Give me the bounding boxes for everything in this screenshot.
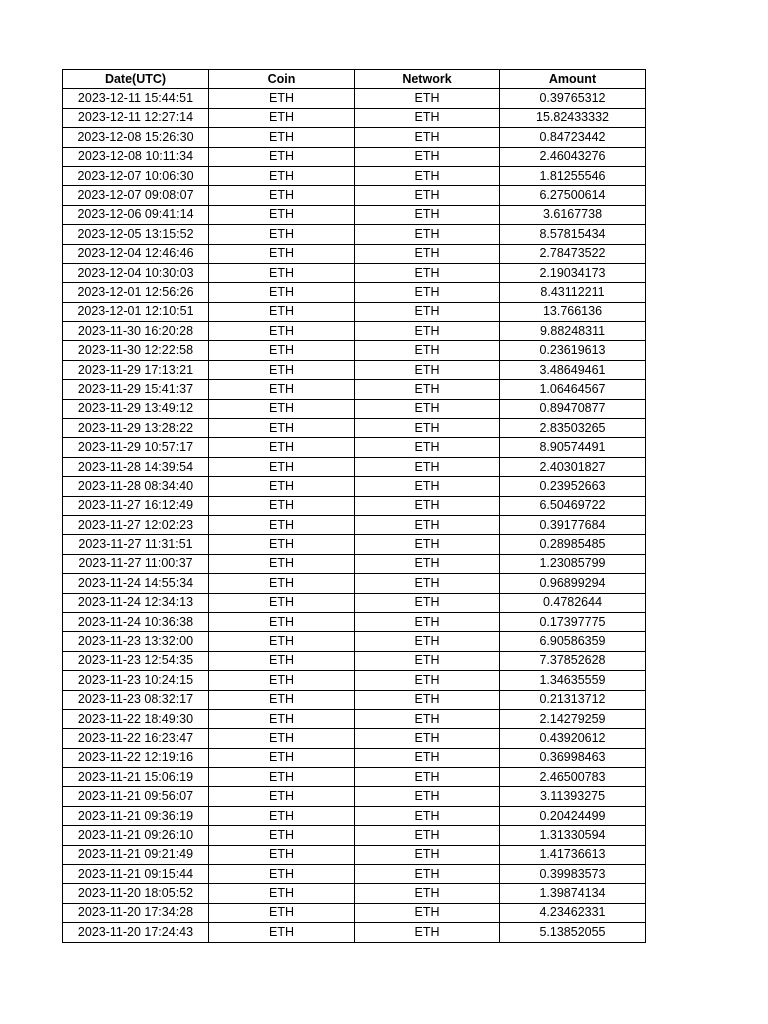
table-row (63, 302, 646, 321)
cell-amount: 0.84723442 (500, 128, 646, 147)
cell-date: 2023-11-30 12:22:58 (63, 341, 209, 360)
cell-amount: 8.57815434 (500, 225, 646, 244)
cell-date: 2023-12-01 12:10:51 (63, 302, 209, 321)
cell-date: 2023-11-20 17:24:43 (63, 923, 209, 942)
cell-amount: 1.06464567 (500, 380, 646, 399)
cell-network: ETH (355, 186, 500, 205)
cell-date: 2023-11-27 16:12:49 (63, 496, 209, 515)
header-row (63, 70, 646, 89)
cell-amount: 0.96899294 (500, 574, 646, 593)
cell-amount: 2.19034173 (500, 263, 646, 282)
cell-coin: ETH (209, 748, 355, 767)
cell-coin: ETH (209, 923, 355, 942)
cell-network: ETH (355, 612, 500, 631)
table-row (63, 671, 646, 690)
cell-amount: 1.81255546 (500, 166, 646, 185)
cell-amount: 8.43112211 (500, 283, 646, 302)
cell-date: 2023-12-07 10:06:30 (63, 166, 209, 185)
cell-network: ETH (355, 748, 500, 767)
cell-amount: 0.39983573 (500, 865, 646, 884)
cell-date: 2023-11-22 12:19:16 (63, 748, 209, 767)
cell-network: ETH (355, 865, 500, 884)
cell-network: ETH (355, 496, 500, 515)
table-row (63, 574, 646, 593)
table-row (63, 709, 646, 728)
cell-amount: 2.83503265 (500, 419, 646, 438)
cell-date: 2023-12-04 10:30:03 (63, 263, 209, 282)
cell-network: ETH (355, 322, 500, 341)
cell-date: 2023-11-24 12:34:13 (63, 593, 209, 612)
cell-date: 2023-11-29 13:28:22 (63, 419, 209, 438)
cell-coin: ETH (209, 787, 355, 806)
cell-date: 2023-11-29 13:49:12 (63, 399, 209, 418)
cell-amount: 8.90574491 (500, 438, 646, 457)
cell-coin: ETH (209, 865, 355, 884)
cell-coin: ETH (209, 380, 355, 399)
table-row (63, 806, 646, 825)
cell-amount: 0.39177684 (500, 515, 646, 534)
cell-network: ETH (355, 399, 500, 418)
cell-network: ETH (355, 651, 500, 670)
cell-coin: ETH (209, 438, 355, 457)
cell-date: 2023-11-21 09:15:44 (63, 865, 209, 884)
cell-network: ETH (355, 515, 500, 534)
cell-network: ETH (355, 826, 500, 845)
cell-coin: ETH (209, 651, 355, 670)
cell-date: 2023-12-06 09:41:14 (63, 205, 209, 224)
cell-coin: ETH (209, 903, 355, 922)
cell-coin: ETH (209, 535, 355, 554)
cell-amount: 1.41736613 (500, 845, 646, 864)
cell-date: 2023-12-11 12:27:14 (63, 108, 209, 127)
cell-network: ETH (355, 341, 500, 360)
cell-amount: 2.40301827 (500, 457, 646, 476)
table-row (63, 515, 646, 534)
table-row (63, 865, 646, 884)
cell-network: ETH (355, 147, 500, 166)
cell-coin: ETH (209, 186, 355, 205)
cell-date: 2023-11-21 09:36:19 (63, 806, 209, 825)
header-coin: Coin (209, 70, 355, 89)
cell-date: 2023-11-30 16:20:28 (63, 322, 209, 341)
cell-network: ETH (355, 884, 500, 903)
cell-date: 2023-12-08 15:26:30 (63, 128, 209, 147)
table-row (63, 748, 646, 767)
cell-network: ETH (355, 632, 500, 651)
cell-date: 2023-11-20 18:05:52 (63, 884, 209, 903)
cell-network: ETH (355, 380, 500, 399)
cell-amount: 2.78473522 (500, 244, 646, 263)
cell-coin: ETH (209, 89, 355, 108)
cell-coin: ETH (209, 419, 355, 438)
cell-coin: ETH (209, 225, 355, 244)
cell-amount: 1.31330594 (500, 826, 646, 845)
cell-coin: ETH (209, 671, 355, 690)
table-row (63, 244, 646, 263)
cell-coin: ETH (209, 632, 355, 651)
cell-coin: ETH (209, 612, 355, 631)
cell-coin: ETH (209, 360, 355, 379)
table-row (63, 205, 646, 224)
table-row (63, 535, 646, 554)
table-row (63, 147, 646, 166)
cell-coin: ETH (209, 496, 355, 515)
cell-network: ETH (355, 438, 500, 457)
cell-network: ETH (355, 671, 500, 690)
table-row (63, 826, 646, 845)
table-row (63, 341, 646, 360)
table-row (63, 225, 646, 244)
cell-network: ETH (355, 923, 500, 942)
cell-network: ETH (355, 205, 500, 224)
table-row (63, 263, 646, 282)
table-row (63, 632, 646, 651)
table-row (63, 166, 646, 185)
table-row (63, 787, 646, 806)
cell-network: ETH (355, 419, 500, 438)
cell-amount: 1.34635559 (500, 671, 646, 690)
cell-amount: 0.4782644 (500, 593, 646, 612)
table-row (63, 651, 646, 670)
cell-date: 2023-11-23 08:32:17 (63, 690, 209, 709)
cell-date: 2023-12-05 13:15:52 (63, 225, 209, 244)
cell-coin: ETH (209, 244, 355, 263)
cell-amount: 0.89470877 (500, 399, 646, 418)
cell-date: 2023-11-21 09:21:49 (63, 845, 209, 864)
cell-coin: ETH (209, 283, 355, 302)
header-date: Date(UTC) (63, 70, 209, 89)
cell-coin: ETH (209, 884, 355, 903)
cell-date: 2023-11-21 09:56:07 (63, 787, 209, 806)
cell-coin: ETH (209, 554, 355, 573)
table-row (63, 283, 646, 302)
header-network: Network (355, 70, 500, 89)
cell-coin: ETH (209, 322, 355, 341)
table-row (63, 923, 646, 942)
table-row (63, 496, 646, 515)
cell-coin: ETH (209, 341, 355, 360)
cell-amount: 3.11393275 (500, 787, 646, 806)
cell-network: ETH (355, 166, 500, 185)
cell-date: 2023-11-24 14:55:34 (63, 574, 209, 593)
table-body (63, 89, 646, 942)
cell-network: ETH (355, 554, 500, 573)
cell-date: 2023-12-07 09:08:07 (63, 186, 209, 205)
cell-amount: 3.48649461 (500, 360, 646, 379)
cell-amount: 5.13852055 (500, 923, 646, 942)
cell-coin: ETH (209, 515, 355, 534)
cell-amount: 2.46043276 (500, 147, 646, 166)
cell-date: 2023-11-28 14:39:54 (63, 457, 209, 476)
cell-amount: 3.6167738 (500, 205, 646, 224)
table-row (63, 690, 646, 709)
cell-network: ETH (355, 244, 500, 263)
cell-amount: 0.28985485 (500, 535, 646, 554)
cell-date: 2023-11-23 10:24:15 (63, 671, 209, 690)
cell-amount: 0.39765312 (500, 89, 646, 108)
table-row (63, 845, 646, 864)
cell-network: ETH (355, 709, 500, 728)
table-row (63, 322, 646, 341)
cell-amount: 13.766136 (500, 302, 646, 321)
cell-network: ETH (355, 89, 500, 108)
cell-amount: 9.88248311 (500, 322, 646, 341)
cell-coin: ETH (209, 128, 355, 147)
table-row (63, 903, 646, 922)
cell-network: ETH (355, 593, 500, 612)
transactions-table (62, 69, 646, 943)
cell-coin: ETH (209, 845, 355, 864)
cell-coin: ETH (209, 108, 355, 127)
cell-network: ETH (355, 283, 500, 302)
cell-date: 2023-11-23 12:54:35 (63, 651, 209, 670)
cell-amount: 0.23952663 (500, 477, 646, 496)
cell-amount: 1.39874134 (500, 884, 646, 903)
table-row (63, 477, 646, 496)
cell-coin: ETH (209, 593, 355, 612)
cell-network: ETH (355, 477, 500, 496)
cell-date: 2023-12-08 10:11:34 (63, 147, 209, 166)
cell-date: 2023-11-29 17:13:21 (63, 360, 209, 379)
cell-network: ETH (355, 535, 500, 554)
cell-date: 2023-11-21 15:06:19 (63, 768, 209, 787)
table-row (63, 128, 646, 147)
cell-date: 2023-11-21 09:26:10 (63, 826, 209, 845)
table-row (63, 457, 646, 476)
cell-date: 2023-11-27 11:31:51 (63, 535, 209, 554)
table-row (63, 360, 646, 379)
cell-amount: 0.21313712 (500, 690, 646, 709)
cell-amount: 2.14279259 (500, 709, 646, 728)
cell-network: ETH (355, 787, 500, 806)
cell-network: ETH (355, 806, 500, 825)
cell-coin: ETH (209, 806, 355, 825)
table-row (63, 108, 646, 127)
table-row (63, 438, 646, 457)
cell-network: ETH (355, 108, 500, 127)
table-row (63, 186, 646, 205)
table-row (63, 89, 646, 108)
cell-coin: ETH (209, 768, 355, 787)
header-amount: Amount (500, 70, 646, 89)
table-row (63, 612, 646, 631)
cell-network: ETH (355, 845, 500, 864)
cell-amount: 1.23085799 (500, 554, 646, 573)
table-row (63, 593, 646, 612)
table-row (63, 554, 646, 573)
cell-amount: 0.17397775 (500, 612, 646, 631)
table-row (63, 399, 646, 418)
cell-network: ETH (355, 360, 500, 379)
cell-date: 2023-11-20 17:34:28 (63, 903, 209, 922)
cell-amount: 6.50469722 (500, 496, 646, 515)
cell-network: ETH (355, 768, 500, 787)
cell-amount: 0.36998463 (500, 748, 646, 767)
cell-network: ETH (355, 903, 500, 922)
cell-coin: ETH (209, 457, 355, 476)
cell-amount: 6.90586359 (500, 632, 646, 651)
cell-amount: 4.23462331 (500, 903, 646, 922)
cell-network: ETH (355, 225, 500, 244)
cell-amount: 7.37852628 (500, 651, 646, 670)
cell-date: 2023-11-27 11:00:37 (63, 554, 209, 573)
table-row (63, 884, 646, 903)
cell-coin: ETH (209, 166, 355, 185)
cell-amount: 2.46500783 (500, 768, 646, 787)
cell-coin: ETH (209, 147, 355, 166)
cell-amount: 0.20424499 (500, 806, 646, 825)
cell-amount: 0.43920612 (500, 729, 646, 748)
cell-date: 2023-11-23 13:32:00 (63, 632, 209, 651)
cell-date: 2023-11-28 08:34:40 (63, 477, 209, 496)
cell-date: 2023-11-22 16:23:47 (63, 729, 209, 748)
cell-date: 2023-12-01 12:56:26 (63, 283, 209, 302)
cell-coin: ETH (209, 826, 355, 845)
cell-date: 2023-11-22 18:49:30 (63, 709, 209, 728)
cell-date: 2023-11-24 10:36:38 (63, 612, 209, 631)
table-header (63, 70, 646, 89)
cell-coin: ETH (209, 205, 355, 224)
cell-date: 2023-11-29 10:57:17 (63, 438, 209, 457)
cell-date: 2023-11-27 12:02:23 (63, 515, 209, 534)
cell-amount: 0.23619613 (500, 341, 646, 360)
cell-date: 2023-12-04 12:46:46 (63, 244, 209, 263)
cell-network: ETH (355, 302, 500, 321)
cell-network: ETH (355, 690, 500, 709)
table-row (63, 768, 646, 787)
cell-coin: ETH (209, 302, 355, 321)
cell-amount: 15.82433332 (500, 108, 646, 127)
cell-coin: ETH (209, 729, 355, 748)
cell-coin: ETH (209, 399, 355, 418)
cell-network: ETH (355, 263, 500, 282)
cell-amount: 6.27500614 (500, 186, 646, 205)
cell-network: ETH (355, 729, 500, 748)
cell-date: 2023-11-29 15:41:37 (63, 380, 209, 399)
table-row (63, 419, 646, 438)
cell-network: ETH (355, 457, 500, 476)
cell-date: 2023-12-11 15:44:51 (63, 89, 209, 108)
table-row (63, 729, 646, 748)
cell-coin: ETH (209, 574, 355, 593)
cell-coin: ETH (209, 477, 355, 496)
cell-coin: ETH (209, 263, 355, 282)
cell-network: ETH (355, 128, 500, 147)
table-row (63, 380, 646, 399)
cell-coin: ETH (209, 690, 355, 709)
cell-network: ETH (355, 574, 500, 593)
cell-coin: ETH (209, 709, 355, 728)
